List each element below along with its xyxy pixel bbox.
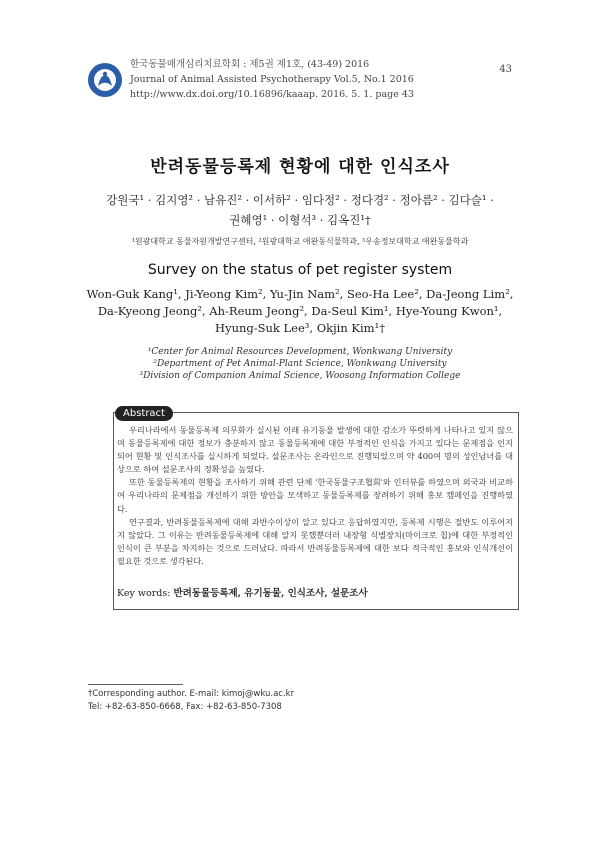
abstract-paragraph: 연구결과, 반려동물등록제에 대해 과반수이상이 알고 있다고 응답하였지만, 등록제 시행은 절반도 이루어지지 않았다. 그 이유는 반려동물등록제에 대해 알지 못했뿐더러 내장형 식별장치(마이크로 칩)에 대한 부정적인 인식이 큰 부분을 차지하는 것으로 드러났다. 따라서 반려동물등록제에 대한 보다 적극적인 홍보와 인식개선이 필요한 것으로 생각된다. (117, 516, 513, 566)
authors-english (70, 286, 530, 337)
affiliations-korean: ¹원광대학교 동물자원개발연구센터, ²원광대학교 애완동식물학과, ³우송정보대학교 애완동물학과 (131, 237, 469, 246)
authors-en-line: Da-Kyeong Jeong², Ah-Reum Jeong², Da-Seul Kim¹, Hye-Young Kwon¹, (97, 304, 503, 318)
page-number: 43 (499, 64, 512, 75)
keywords-label: Key words: (117, 588, 171, 599)
corresponding-author: †Corresponding author. E-mail: kimoj@wku.ac.kr (88, 689, 295, 699)
contact-numbers: Tel: +82-63-850-6668, Fax: +82-63-850-7308 (88, 702, 282, 712)
abstract-label: Abstract (115, 406, 173, 421)
title-english: Survey on the status of pet register system (147, 262, 453, 278)
abstract-paragraph: 또한 동물등록제의 현황을 조사하기 위해 관련 단체 '한국동물구조협회'와 인터뷰를 하였으며 외국과 비교하여 우리나라의 문제점을 개선하기 위한 방안을 모색하고 동물등록제를 장려하기 위해 홍보 캠페인을 진행하였다. (117, 477, 513, 514)
society-logo-icon (87, 62, 123, 98)
footnote-divider (88, 684, 183, 685)
abstract-paragraph: 우리나라에서 동물등록제 의무화가 실시된 이래 유기동물 발생에 대한 감소가 뚜렷하게 나타나고 있지 않으며 동물등록제에 대한 정보가 충분하지 않고 동물등록제에 대한 부정적인 인식을 가지고 있다는 문제점을 인지되어 현황 및 인식조사를 실시하게 되었다. 설문조사는 온라인으로 진행되었으며 약 400여 명의 성인남녀를 대상으로 하여 설문조사의 정확성을 높였다. (117, 425, 513, 475)
keywords-list: 반려동물등록제, 유기동물, 인식조사, 설문조사 (173, 588, 368, 599)
journal-header (130, 57, 414, 102)
doi-link[interactable]: http://www.dx.doi.org/10.16896/kaaap. 2016. 5. 1. page 43 (130, 89, 414, 100)
authors-ko-line: 권혜영¹ · 이형석³ · 김옥진¹† (229, 213, 371, 227)
abstract-body (117, 424, 513, 568)
footnote (88, 688, 294, 714)
authors-korean (60, 190, 540, 230)
journal-name-ko: 한국동물매개심리치료학회 : 제5권 제1호, (43-49) 2016 (130, 59, 370, 70)
title-korean: 반려동물등록제 현황에 대한 인식조사 (150, 157, 450, 177)
keywords (117, 585, 368, 599)
affiliations-english (0, 346, 600, 382)
journal-name-en: Journal of Animal Assisted Psychotherapy Vol.5, No.1 2016 (130, 74, 414, 85)
affiliation-en: ²Department of Pet Animal-Plant Science, Wonkwang University (153, 359, 447, 369)
affiliation-en: ³Division of Companion Animal Science, Woosong Information College (139, 371, 461, 381)
affiliation-en: ¹Center for Animal Resources Development, Wonkwang University (147, 347, 453, 357)
authors-en-line: Won-Guk Kang¹, Ji-Yeong Kim², Yu-Jin Nam², Seo-Ha Lee², Da-Jeong Lim², (86, 287, 514, 301)
authors-ko-line: 강원국¹ · 김지영² · 남유진² · 이서하² · 임다정² · 정다경² · 정아름² · 김다슬¹ · (106, 193, 494, 207)
authors-en-line: Hyung-Suk Lee³, Okjin Kim¹† (215, 321, 385, 335)
